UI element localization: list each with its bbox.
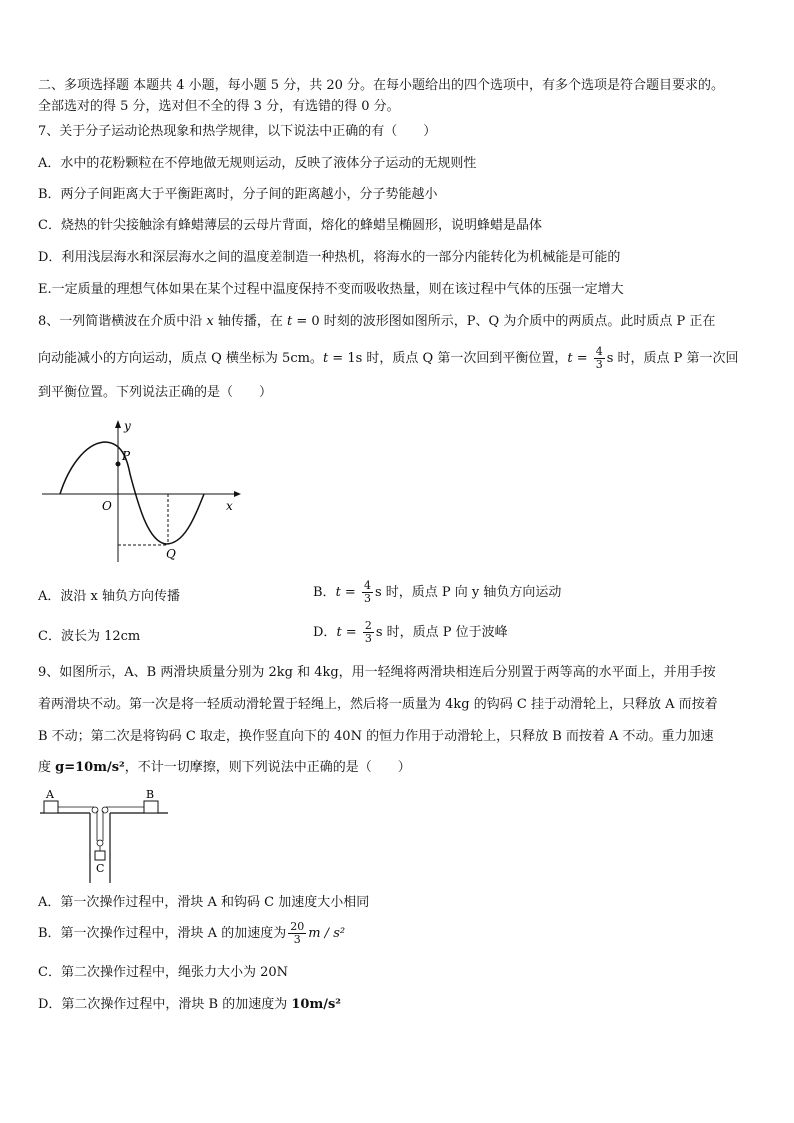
q7-stem: 7、关于分子运动论热现象和热学规律，以下说法中正确的有（ ）	[38, 124, 437, 139]
q8-stem-line3: 到平衡位置。下列说法正确的是（ ）	[38, 385, 273, 400]
q7-option-b: B．两分子间距离大于平衡距离时，分子间的距离越小，分子势能越小	[38, 187, 438, 202]
q8-option-d: D．t = $\frac{2}{3}$ s 时，质点 P 位于波峰	[313, 619, 508, 645]
q8-stem-line1: 8、一列简谐横波在介质中沿 x 轴传播，在 t = 0 时刻的波形图如图所示，P、Q 为介质中的两质点。此时质点 P 正在	[38, 314, 716, 329]
label-y: y	[124, 419, 131, 433]
fraction-4-3-b: $\frac{4}{3}$	[363, 579, 371, 605]
q7-option-a: A．水中的花粉颗粒在不停地做无规则运动，反映了液体分子运动的无规则性	[38, 156, 477, 171]
q9-option-c: C．第二次操作过程中，绳张力大小为 20N	[38, 965, 288, 980]
section-instructions-line2: 全部选对的得 5 分，选对但不全的得 3 分，有选错的得 0 分。	[38, 99, 400, 114]
pulley-figure	[38, 785, 178, 885]
label-x: x	[226, 499, 233, 513]
point-p-dot	[116, 462, 121, 467]
q7-option-d: D．利用浅层海水和深层海水之间的温度差制造一种热机，将海水的一部分内能转化为机械能是可能的	[38, 250, 621, 265]
block-a	[44, 801, 58, 813]
wave-figure	[38, 414, 248, 564]
waveform-curve	[60, 442, 204, 544]
fraction-20-3: $\frac{20}{3}$	[290, 920, 305, 946]
weight-c	[95, 851, 105, 860]
q9-option-d: D．第二次操作过程中，滑块 B 的加速度为 10m/s²	[38, 997, 341, 1012]
q8-option-a: A．波沿 x 轴负方向传播	[38, 589, 180, 604]
q9-option-a: A．第一次操作过程中，滑块 A 和钩码 C 加速度大小相同	[38, 895, 370, 910]
fraction-4-3: $\frac{4}{3}$	[595, 345, 603, 371]
q9-option-b: B．第一次操作过程中，滑块 A 的加速度为 $\frac{20}{3}$ m / s²	[38, 920, 346, 946]
y-axis-arrow-icon	[115, 420, 121, 428]
q8-stem-line2: 向动能减小的方向运动，质点 Q 横坐标为 5cm。t = 1s 时，质点 Q 第一次回到平衡位置，t = $\frac{4}{3}$ s 时，质点 P 第一次回	[38, 345, 739, 371]
label-c: C	[96, 862, 105, 875]
q7-option-c: C．烧热的针尖接触涂有蜂蜡薄层的云母片背面，熔化的蜂蜡呈椭圆形，说明蜂蜡是晶体	[38, 218, 542, 233]
block-b	[144, 801, 158, 813]
label-b: B	[146, 788, 155, 801]
label-a: A	[46, 788, 54, 801]
movable-pulley-icon	[97, 840, 103, 846]
q7-option-e: E.一定质量的理想气体如果在某个过程中温度保持不变而吸收热量，则在该过程中气体的压强一定增大	[38, 282, 624, 297]
q9-stem-line3: B 不动；第二次是将钩码 C 取走，换作竖直向下的 40N 的恒力作用于动滑轮上，只释放 B 而按着 A 不动。重力加速	[38, 729, 714, 744]
q8-option-b: B．t = $\frac{4}{3}$ s 时，质点 P 向 y 轴负方向运动	[313, 579, 562, 605]
q9-stem-line2: 着两滑块不动。第一次是将一轻质动滑轮置于轻绳上，然后将一质量为 4kg 的钩码 C 挂于动滑轮上，只释放 A 而按着	[38, 697, 718, 712]
label-o: O	[102, 499, 112, 513]
x-axis-arrow-icon	[234, 491, 241, 497]
q9-stem-line4: 度 g=10m/s²，不计一切摩擦，则下列说法中正确的是（ ）	[38, 760, 411, 775]
section-instructions-line1: 二、多项选择题 本题共 4 小题，每小题 5 分，共 20 分。在每小题给出的四个选项中，有多个选项是符合题目要求的。	[38, 78, 725, 93]
label-p: P	[122, 449, 131, 463]
label-q: Q	[166, 547, 176, 561]
q8-option-c: C．波长为 12cm	[38, 629, 141, 644]
fraction-2-3: $\frac{2}{3}$	[364, 619, 372, 645]
q9-stem-line1: 9、如图所示，A、B 两滑块质量分别为 2kg 和 4kg，用一轻绳将两滑块相连后分别置于两等高的水平面上，并用手按	[38, 665, 716, 680]
